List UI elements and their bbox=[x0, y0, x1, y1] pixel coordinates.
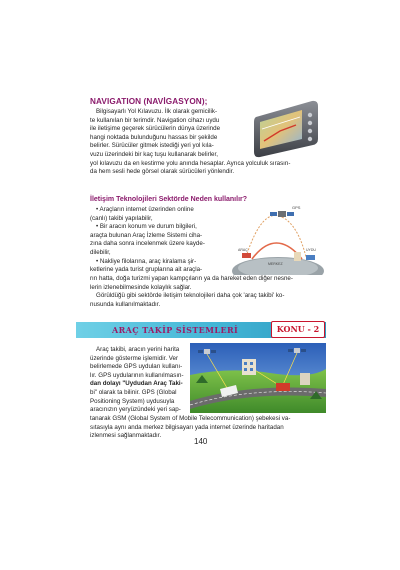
text-line: ketlerine yada turist gruplarına ait araçla- bbox=[90, 266, 203, 274]
sector-paragraph bbox=[90, 206, 240, 275]
text-line: da hem sesli hede görsel olarak sürücüleri yönlendir. bbox=[90, 168, 235, 176]
text-line: belirlemede GPS uyduları kullanı- bbox=[90, 363, 183, 371]
text-line: • Nakliye filolarına, araç kiralama şir- bbox=[96, 257, 197, 265]
diagram-label-vehicle-left: ARAÇ bbox=[238, 248, 248, 252]
text-line: izlenmesi sağlanmaktadır. bbox=[90, 432, 162, 440]
text-line: bi" olarak ta bilinir. GPS (Global bbox=[90, 388, 177, 396]
text-line: • Araçların internet üzerinden online bbox=[96, 206, 194, 213]
text-line: nusunda kullanılmaktadır. bbox=[90, 300, 161, 308]
text-line: Positioning System) uydusuyla bbox=[90, 397, 175, 405]
text-line: ile iletişime geçerek sürücülerin dünya üzerinde bbox=[90, 125, 221, 133]
text-line: aracınızın yeryüzündeki yeri sap- bbox=[90, 406, 181, 414]
diagram-label-satellite: UYDU bbox=[306, 248, 316, 252]
section-banner-title: ARAÇ TAKİP SİSTEMLERİ bbox=[112, 325, 239, 335]
sector-heading: İletişim Teknolojileri Sektörde Neden kullanılır? bbox=[90, 196, 248, 203]
text-line: sıtasıyla aynı anda merkez bilgisayarı yada internet üzerinde haritadan bbox=[90, 423, 284, 431]
tracking-paragraph-continued bbox=[90, 415, 330, 441]
diagram-label-gps: GPS bbox=[292, 205, 301, 210]
text-line: zına daha sonra incelenmek üzere kayde- bbox=[90, 240, 205, 248]
diagram-label-center: MERKEZ bbox=[268, 262, 283, 266]
text-line: rın hatta, doğa turizmi yapan kampçıların ya da hareket eden diğer nesne- bbox=[90, 275, 293, 282]
text-line: araçta bulunan Araç İzleme Sistemi ciha- bbox=[90, 231, 203, 239]
sector-paragraph-continued bbox=[90, 275, 330, 309]
gps-device-image bbox=[250, 95, 322, 161]
text-line: dilebilir, bbox=[90, 248, 111, 256]
text-line: Araç takibi, aracın yerini harita bbox=[96, 346, 180, 353]
text-line: üzerinde gösterme işlemidir. Ver bbox=[90, 354, 179, 362]
text-line: dan dolayı "Uydudan Araç Taki- bbox=[90, 380, 183, 388]
text-line: tanarak GSM (Global System of Mobile Telecommunication) şebekesi va- bbox=[90, 415, 291, 422]
text-line: Görüldüğü gibi sektörde iletişim teknolojileri daha çok 'araç takibi' ko- bbox=[96, 292, 285, 300]
text-line: lır. GPS uydularının kullanılmasın- bbox=[90, 371, 184, 379]
text-line: belirler. Sürücüler gitmek istediği yeri yol kıla- bbox=[90, 142, 214, 150]
navigation-heading: NAVIGATION (NAVİGASYON); bbox=[90, 97, 208, 106]
satellite-tracking-diagram bbox=[232, 205, 324, 275]
text-line: vuzu üzerindeki bir kaç tuşu kullanarak belirler, bbox=[90, 150, 218, 158]
text-line: (canlı) takibi yapılabilir, bbox=[90, 214, 153, 222]
vehicle-tracking-illustration bbox=[190, 343, 326, 413]
text-line: Bilgisayarlı Yol Kılavuzu. İlk olarak gemicilik- bbox=[96, 108, 218, 115]
page-number: 140 bbox=[194, 437, 208, 446]
text-line: te kullanılan bir terimdir. Navigation cihazı uydu bbox=[90, 116, 220, 124]
text-line: yol kılavuzu da en kestirme yolu anında hesaplar. Ayrıca yolculuk sırasın- bbox=[90, 159, 291, 167]
text-line: hangi noktada bulunduğunu hassas bir şekilde bbox=[90, 133, 218, 141]
text-line: • Bir aracın konum ve durum bilgileri, bbox=[96, 223, 197, 231]
text-line: lerin izlenebilmesinde kolaylık sağlar. bbox=[90, 283, 192, 291]
konu-badge: KONU - 2 bbox=[271, 321, 325, 338]
navigation-paragraph bbox=[90, 108, 291, 177]
